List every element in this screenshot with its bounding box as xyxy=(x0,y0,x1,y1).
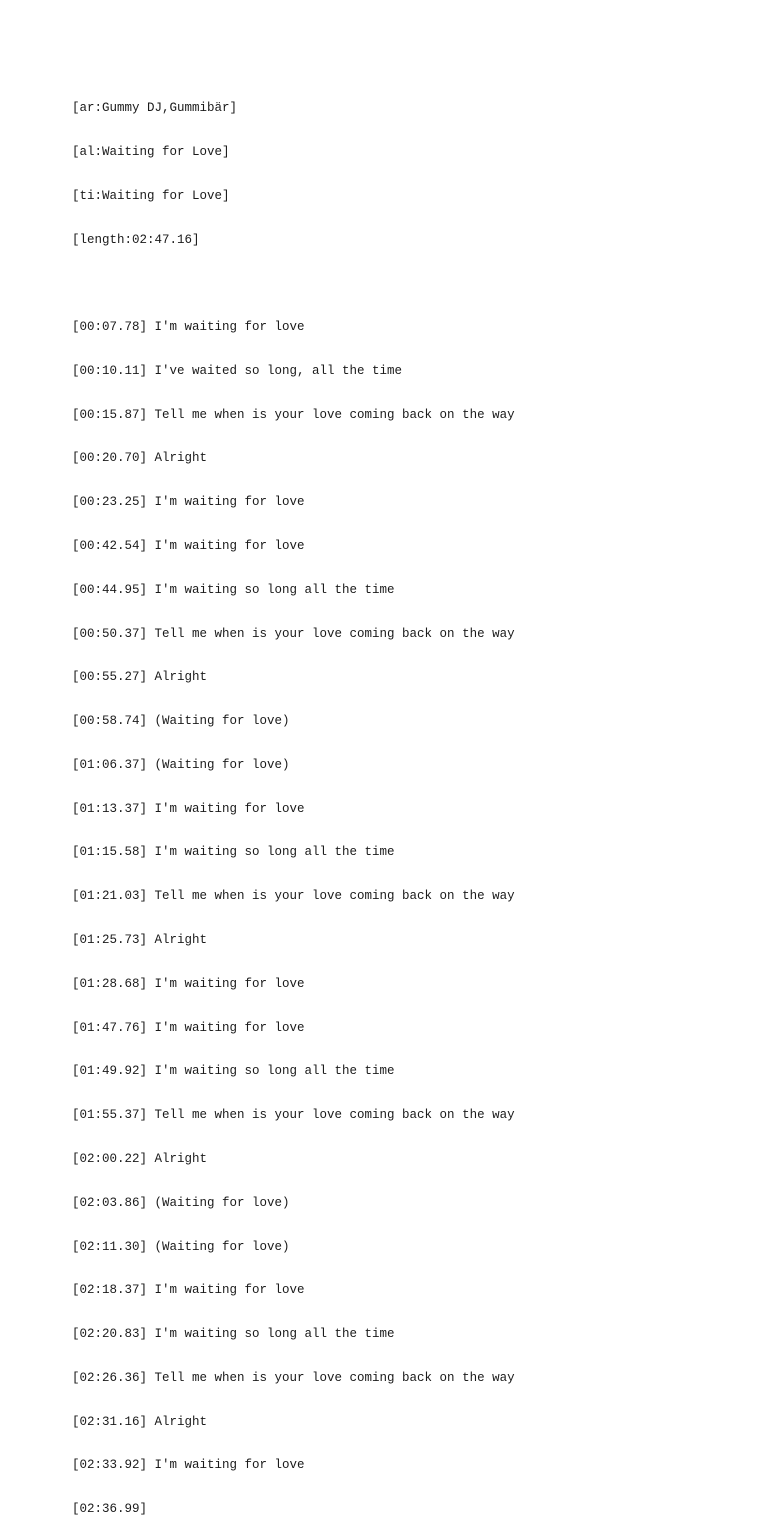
lyric-line: [01:25.73] Alright xyxy=(72,933,208,948)
lyric-line: [00:15.87] Tell me when is your love coming back on the way xyxy=(72,407,515,422)
lyric-line: [02:18.37] I'm waiting for love xyxy=(72,1283,305,1298)
tag-album: [al:Waiting for Love] xyxy=(72,144,230,159)
lyric-line: [01:55.37] Tell me when is your love coming back on the way xyxy=(72,1108,515,1123)
lyric-line: [01:06.37] (Waiting for love) xyxy=(72,757,290,772)
lyric-line: [01:13.37] I'm waiting for love xyxy=(72,801,305,816)
lyric-line: [00:44.95] I'm waiting so long all the time xyxy=(72,582,395,597)
lyric-line: [02:33.92] I'm waiting for love xyxy=(72,1458,305,1473)
lyric-line: [00:50.37] Tell me when is your love coming back on the way xyxy=(72,626,515,641)
tag-length: [length:02:47.16] xyxy=(72,232,200,247)
lyric-line: [02:31.16] Alright xyxy=(72,1414,208,1429)
blank-line xyxy=(72,276,515,291)
lyric-line: [01:47.76] I'm waiting for love xyxy=(72,1020,305,1035)
lyric-line: [00:20.70] Alright xyxy=(72,451,208,466)
lyric-line: [00:23.25] I'm waiting for love xyxy=(72,495,305,510)
tag-artist: [ar:Gummy DJ,Gummibär] xyxy=(72,101,238,116)
lyric-line: [00:58.74] (Waiting for love) xyxy=(72,714,290,729)
tag-title: [ti:Waiting for Love] xyxy=(72,188,230,203)
lyric-line: [00:55.27] Alright xyxy=(72,670,208,685)
lyric-line: [00:42.54] I'm waiting for love xyxy=(72,539,305,553)
lyric-line: [02:26.36] Tell me when is your love coming back on the way xyxy=(72,1370,515,1385)
lyric-line: [01:49.92] I'm waiting so long all the time xyxy=(72,1064,395,1079)
lyric-line: [00:07.78] I'm waiting for love xyxy=(72,320,305,335)
lyric-line: [02:00.22] Alright xyxy=(72,1151,208,1166)
lyric-line: [02:36.99] xyxy=(72,1502,148,1517)
lyric-line: [01:21.03] Tell me when is your love coming back on the way xyxy=(72,889,515,904)
lyric-line: [02:03.86] (Waiting for love) xyxy=(72,1195,290,1210)
lyric-line: [00:10.11] I've waited so long, all the time xyxy=(72,363,403,378)
lyrics-document xyxy=(72,72,515,1531)
lyric-line: [01:15.58] I'm waiting so long all the time xyxy=(72,845,395,860)
lyric-line: [02:11.30] (Waiting for love) xyxy=(72,1239,290,1254)
lyric-line: [02:20.83] I'm waiting so long all the time xyxy=(72,1327,395,1342)
lyric-line: [01:28.68] I'm waiting for love xyxy=(72,976,305,991)
